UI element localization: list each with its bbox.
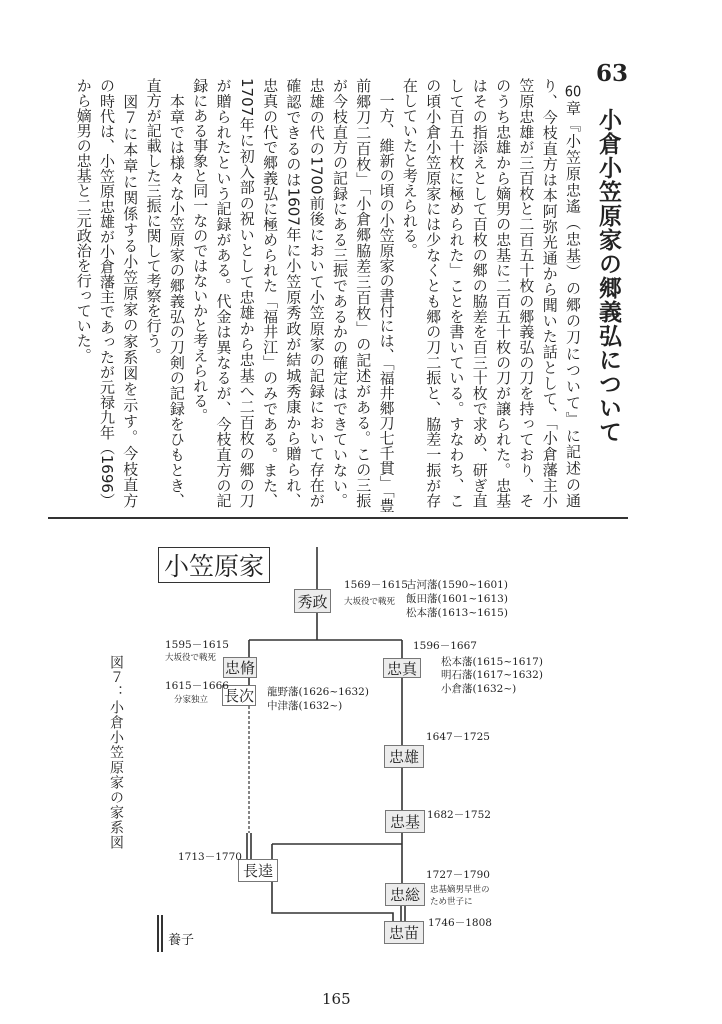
tadanaga-years: 1595－1615 <box>165 639 229 651</box>
body-text-line: 録にある事象と同一なのではないかと考えられる。 <box>191 78 210 423</box>
body-text-line: して百五十枚に極められた」ことを書いている。すなわち、こ <box>447 78 466 508</box>
person-box-hidemasa: 秀政 <box>294 589 331 613</box>
tadanaga-note: 大坂役で戦死 <box>165 653 217 663</box>
body-text-line: のうち忠雄から嫡男の忠基に二百五十枚の刀が譲られた。忠基 <box>494 78 513 508</box>
person-box-nagamichi: 長逵 <box>238 859 278 882</box>
person-box-tadamoto: 忠基 <box>385 810 425 833</box>
nagamichi-tadanae-line <box>272 882 393 921</box>
tadazane-domain: 明石藩(1617~1632) <box>441 669 543 681</box>
body-text-line: が今枝直方の記録にある三振であるかの確定はできていない。 <box>331 78 349 508</box>
body-text-line: 忠雄の代の1700前後において小笠原家の記録において存在が <box>307 78 326 508</box>
body-text-line: 一方、維新の頃の小笠原家の書付には、「福井郷刀七千貫」「豊 <box>377 78 396 513</box>
body-text-line: 1707年に初入部の祝いとして忠雄から忠基へ二百枚の郷の刀 <box>237 78 256 508</box>
hidemasa-years: 1569－1615 <box>344 579 408 591</box>
body-text-line: はその指添えとして百枚の郷の脇差を百三十枚で求め、研ぎ直 <box>470 78 489 508</box>
body-text-line: の頃小倉小笠原家には少なくとも郷の刀二振と、脇差一振が存 <box>424 78 443 508</box>
hidemasa-note: 大坂役で戦死 <box>344 597 396 607</box>
person-box-nagatsugu: 長次 <box>223 687 254 705</box>
body-text-line: 忠真の代で郷義弘に極められた「福井江」のみである。また、 <box>261 78 280 508</box>
legend-adoption-label: 養子 <box>168 933 195 948</box>
tadamoto-years: 1682－1752 <box>427 809 491 821</box>
nagamichi-years: 1713－1770 <box>178 851 242 863</box>
nagatsugu-domain: 龍野藩(1626~1632) <box>267 686 369 698</box>
person-box-tadakatsu: 忠雄 <box>384 745 424 768</box>
tadafusa-years: 1727－1790 <box>426 869 490 881</box>
chapter-number: 63 <box>596 60 629 87</box>
body-text-line: が贈られたという記録がある。代金は異なるが、今枝直方の記 <box>214 78 233 508</box>
tadafusa-note: ため世子に <box>430 897 473 907</box>
tadazane-years: 1596－1667 <box>413 640 477 652</box>
hidemasa-domain: 飯田藩(1601~1613) <box>406 593 508 605</box>
chapter-title: 小倉小笠原家の郷義弘について <box>595 108 621 444</box>
figure-caption: 図７：小倉小笠原家の家系図 <box>108 655 124 850</box>
nagatsugu-years: 1615－1666 <box>165 680 229 692</box>
body-text-line: 前郷刀二百枚」「小倉郷脇差三百枚」の記述がある。この三振 <box>354 78 373 508</box>
hidemasa-domain: 松本藩(1613~1615) <box>406 607 508 619</box>
nagatsugu-note: 分家独立 <box>174 695 209 705</box>
body-text-line: 本章では様々な小笠原家の郷義弘の刀剣の記録をひもとき、 <box>167 78 186 508</box>
tadanae-years: 1746－1808 <box>428 917 492 929</box>
body-text-line: から嫡男の忠基と二元政治を行っていた。 <box>74 78 93 363</box>
hidemasa-domain: 古河藩(1590~1601) <box>406 579 508 591</box>
tadafusa-note: 忠基嫡男早世の <box>430 885 490 895</box>
tadakatsu-years: 1647－1725 <box>426 731 490 743</box>
nagatsugu-domain: 中津藩(1632~) <box>267 700 343 712</box>
body-text-line: り、今枝直方は本阿弥光通から聞いた話として、「小倉藩主小 <box>540 78 559 508</box>
body-text-line: 確認できるのは1607年に小笠原秀政が結城秀康から贈られ、 <box>284 78 303 508</box>
tadazane-domain: 松本藩(1615~1617) <box>441 656 543 668</box>
body-text-line: 図７に本章に関係する小笠原家の家系図を示す。今枝直方 <box>121 78 140 508</box>
body-text-line: 直方が記載した三振に関して考察を行う。 <box>144 78 163 363</box>
tadazane-domain: 小倉藩(1632~) <box>441 683 517 695</box>
body-text-line: 笠原忠雄が三百枚と二百五十枚の郷義弘の刀を持っており、そ <box>517 78 536 508</box>
person-box-tadazane: 忠真 <box>383 658 421 678</box>
person-box-tadafusa: 忠総 <box>385 883 425 906</box>
person-box-tadanaga: 忠脩 <box>224 659 255 677</box>
chapter-reference-number: 60 <box>564 84 582 99</box>
family-title: 小笠原家 <box>163 552 264 581</box>
body-text-segment: 章『小笠原忠遙（忠基）の郷の刀について』に記述の通 <box>564 100 582 508</box>
body-text-line: の時代は、小笠原忠雄が小倉藩主であったが元禄九年（1696） <box>98 78 116 508</box>
person-box-tadanae: 忠苗 <box>384 921 424 944</box>
page-number: 165 <box>322 990 351 1008</box>
body-text-line: 在していたと考えられる。 <box>400 78 419 258</box>
